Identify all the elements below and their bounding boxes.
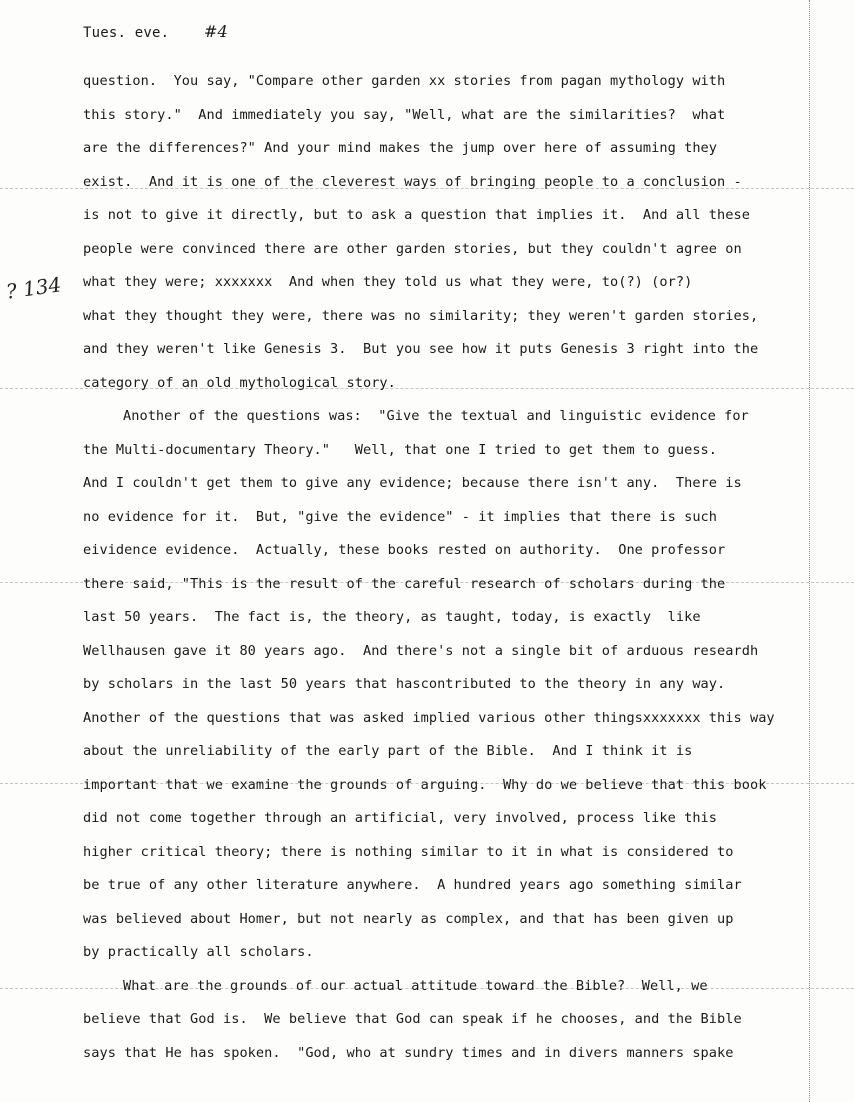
text-line: was believed about Homer, but not nearly as complex, and that has been given up: [83, 910, 734, 927]
page-header: [83, 22, 228, 41]
text-line: important that we examine the grounds of arguing. Why do we believe that this book: [83, 776, 767, 793]
text-line: be true of any other literature anywhere. A hundred years ago something similar: [83, 877, 742, 893]
text-line: by practically all scholars.: [83, 944, 314, 960]
text-line: this story." And immediately you say, "Well, what are the similarities? what: [83, 106, 726, 123]
text-line: did not come together through an artificial, very involved, process like this: [83, 810, 718, 826]
text-line: there said, "This is the result of the careful research of scholars during the: [83, 575, 726, 592]
text-line: says that He has spoken. "God, who at sundry times and in divers manners spake: [83, 1044, 734, 1061]
text-line: And I couldn't get them to give any evidence; because there isn't any. There is: [83, 475, 742, 491]
text-line: what they thought they were, there was no similarity; they weren't garden stories,: [83, 307, 759, 324]
page-number: #4: [203, 22, 228, 41]
text-line: about the unreliability of the early part of the Bible. And I think it is: [83, 743, 693, 759]
text-line: are the differences?" And your mind makes the jump over here of assuming they: [83, 140, 718, 156]
text-line: eividence evidence. Actually, these books rested on authority. One professor: [83, 542, 726, 558]
text-line: Another of the questions was: "Give the textual and linguistic evidence for: [123, 408, 749, 424]
handwritten-margin-note: ? 134: [4, 272, 63, 304]
text-line: Another of the questions that was asked implied various other thingsxxxxxxx this way: [83, 709, 775, 726]
text-line: people were convinced there are other garden stories, but they couldn't agree on: [83, 240, 742, 257]
text-line: Wellhausen gave it 80 years ago. And there's not a single bit of arduous researdh: [83, 642, 759, 659]
text-line: What are the grounds of our actual attitude toward the Bible? Well, we: [123, 977, 708, 994]
text-line: believe that God is. We believe that God can speak if he chooses, and the Bible: [83, 1011, 742, 1027]
text-line: no evidence for it. But, "give the evidence" - it implies that there is such: [83, 508, 718, 525]
body-text: [83, 70, 803, 1075]
text-line: last 50 years. The fact is, the theory, as taught, today, is exactly like: [83, 609, 701, 625]
text-line: category of an old mythological story.: [83, 374, 396, 391]
text-line: exist. And it is one of the cleverest ways of bringing people to a conclusion -: [83, 173, 742, 190]
text-line: by scholars in the last 50 years that hascontributed to the theory in any way.: [83, 676, 726, 692]
header-day: Tues. eve.: [83, 25, 170, 41]
page-edge-dots: [809, 0, 810, 1102]
text-line: what they were; xxxxxxx And when they told us what they were, to(?) (or?): [83, 274, 693, 290]
text-line: the Multi-documentary Theory." Well, that one I tried to get them to guess.: [83, 441, 718, 458]
text-line: question. You say, "Compare other garden xx stories from pagan mythology with: [83, 73, 726, 89]
text-line: higher critical theory; there is nothing similar to it in what is considered to: [83, 843, 734, 860]
text-line: is not to give it directly, but to ask a question that implies it. And all these: [83, 207, 750, 223]
text-line: and they weren't like Genesis 3. But you see how it puts Genesis 3 right into the: [83, 341, 759, 357]
